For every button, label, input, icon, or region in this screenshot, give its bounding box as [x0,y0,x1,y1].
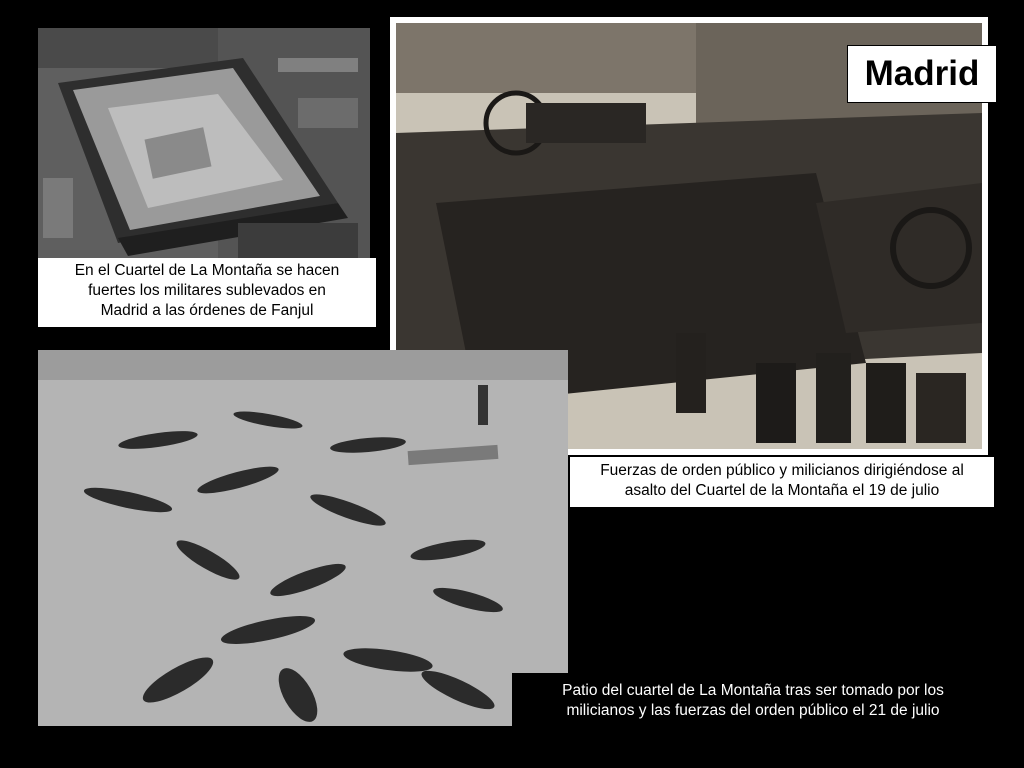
courtyard-photo-caption: Patio del cuartel de La Montaña tras ser tomado por los milicianos y las fuerzas del orden público el 21 de julio [512,673,994,726]
city-label: Madrid [847,45,997,103]
courtyard-photo [38,350,568,726]
aerial-photo [38,28,370,258]
courtyard-photo-image [38,350,568,726]
aerial-photo-caption: En el Cuartel de La Montaña se hacen fuertes los militares sublevados en Madrid a las órdenes de Fanjul [38,258,376,327]
aerial-photo-image [38,28,370,258]
crowd-photo-caption: Fuerzas de orden público y milicianos dirigiéndose al asalto del Cuartel de la Montaña el 19 de julio [570,457,994,507]
